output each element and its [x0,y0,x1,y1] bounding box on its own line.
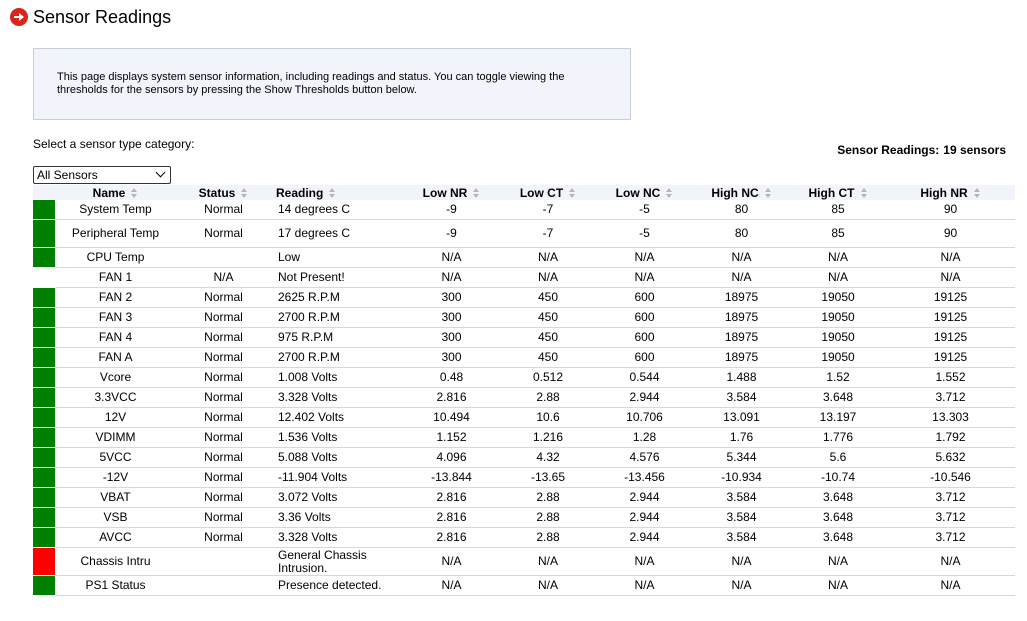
sensor-name: PS1 Status [56,576,175,596]
high-nc-value: -10.934 [693,468,790,488]
table-row [33,368,1015,388]
column-header-indicator [33,185,56,200]
sensor-status: Normal [175,200,272,220]
high-nr-value: 90 [886,220,1015,248]
high-nr-value: N/A [886,248,1015,268]
status-indicator [33,528,55,547]
low-nr-value: 300 [403,288,500,308]
sensor-status: Normal [175,488,272,508]
high-nr-value: 19125 [886,308,1015,328]
low-nr-value: N/A [403,576,500,596]
sort-icon [473,188,480,198]
high-ct-value: 85 [790,220,886,248]
sensor-reading: 1.008 Volts [272,368,403,388]
low-ct-value: 1.216 [500,428,596,448]
high-ct-value: 85 [790,200,886,220]
low-nc-value: 600 [596,328,693,348]
sensor-count-value: 19 sensors [943,143,1006,157]
sensor-status: Normal [175,308,272,328]
high-nc-value: 5.344 [693,448,790,468]
low-ct-value: 2.88 [500,488,596,508]
high-nr-value: N/A [886,576,1015,596]
status-indicator-cell [33,388,56,408]
high-nc-value: 3.584 [693,528,790,548]
sensor-status: Normal [175,508,272,528]
sensor-name: 3.3VCC [56,388,175,408]
column-header-low-ct[interactable]: Low CT [500,185,596,200]
sensor-reading: -11.904 Volts [272,468,403,488]
sensor-status: Normal [175,408,272,428]
sensor-reading: 12.402 Volts [272,408,403,428]
high-nr-value: 5.632 [886,448,1015,468]
page-header [10,6,171,28]
low-nr-value: 300 [403,308,500,328]
high-ct-value: N/A [790,576,886,596]
low-nc-value: N/A [596,548,693,576]
low-ct-value: 450 [500,328,596,348]
high-nr-value: N/A [886,268,1015,288]
low-ct-value: N/A [500,548,596,576]
low-nr-value: 2.816 [403,528,500,548]
column-header-high-ct[interactable]: High CT [790,185,886,200]
low-nc-value: 2.944 [596,508,693,528]
high-nc-value: 18975 [693,308,790,328]
status-indicator-cell [33,408,56,428]
high-ct-value: 1.776 [790,428,886,448]
table-row [33,248,1015,268]
sensor-name: FAN 2 [56,288,175,308]
sensor-status [175,548,272,576]
status-indicator [33,448,55,467]
table-row [33,220,1015,248]
low-nc-value: -5 [596,200,693,220]
status-indicator-cell [33,368,56,388]
sensor-status: Normal [175,288,272,308]
sort-icon [131,188,138,198]
low-nc-value: 2.944 [596,388,693,408]
low-nc-value: 10.706 [596,408,693,428]
status-indicator [33,368,55,387]
high-nc-value: N/A [693,268,790,288]
low-nr-value: 0.48 [403,368,500,388]
low-nr-value: 2.816 [403,488,500,508]
status-indicator-cell [33,220,56,248]
sensor-reading: 5.088 Volts [272,448,403,468]
low-ct-value: 4.32 [500,448,596,468]
high-ct-value: N/A [790,248,886,268]
sensor-status: Normal [175,220,272,248]
sensor-name: VSB [56,508,175,528]
high-nc-value: 1.76 [693,428,790,448]
high-nc-value: 13.091 [693,408,790,428]
status-indicator-cell [33,328,56,348]
high-ct-value: 19050 [790,348,886,368]
high-nc-value: 80 [693,200,790,220]
low-nc-value: N/A [596,248,693,268]
sensor-reading: 3.072 Volts [272,488,403,508]
status-indicator [33,288,55,307]
status-indicator [33,348,55,367]
table-header-row [33,185,1015,200]
sensor-reading: 3.328 Volts [272,388,403,408]
table-row [33,448,1015,468]
sensor-name: Chassis Intru [56,548,175,576]
sensor-count-label: Sensor Readings: [837,143,940,157]
sort-icon [569,188,576,198]
low-nc-value: 2.944 [596,488,693,508]
status-indicator-cell [33,548,56,576]
status-indicator [33,428,55,447]
sensor-name: Peripheral Temp [56,220,175,248]
low-nr-value: 2.816 [403,388,500,408]
sensor-name: System Temp [56,200,175,220]
sensor-reading: 1.536 Volts [272,428,403,448]
column-header-name[interactable]: Name [56,185,175,200]
column-header-low-nc[interactable]: Low NC [596,185,693,200]
low-nc-value: N/A [596,268,693,288]
low-ct-value: -7 [500,200,596,220]
table-row [33,428,1015,448]
high-ct-value: 19050 [790,288,886,308]
high-nc-value: N/A [693,548,790,576]
status-indicator [33,268,55,287]
low-nr-value: 300 [403,328,500,348]
low-nc-value: 2.944 [596,528,693,548]
high-nr-value: 1.552 [886,368,1015,388]
low-nr-value: -13.844 [403,468,500,488]
status-indicator-cell [33,428,56,448]
high-ct-value: N/A [790,268,886,288]
low-nr-value: -9 [403,220,500,248]
low-ct-value: 0.512 [500,368,596,388]
low-ct-value: -7 [500,220,596,248]
sensor-name: VBAT [56,488,175,508]
high-nr-value: 90 [886,200,1015,220]
low-nr-value: N/A [403,248,500,268]
sensor-table [33,185,1015,596]
status-indicator-cell [33,200,56,220]
status-indicator-cell [33,576,56,596]
high-nc-value: N/A [693,576,790,596]
sensor-reading: 3.36 Volts [272,508,403,528]
low-ct-value: 450 [500,348,596,368]
sort-icon [765,188,772,198]
category-label: Select a sensor type category: [33,137,195,151]
sensor-status: Normal [175,528,272,548]
status-indicator [33,200,55,219]
sensor-reading: 14 degrees C [272,200,403,220]
status-indicator-cell [33,308,56,328]
high-nc-value: 1.488 [693,368,790,388]
status-indicator [33,328,55,347]
sensor-type-select[interactable] [33,166,171,184]
sort-icon [974,188,981,198]
high-ct-value: 5.6 [790,448,886,468]
high-nc-value: 3.584 [693,388,790,408]
table-row [33,576,1015,596]
sort-icon [329,188,336,198]
high-nr-value: 3.712 [886,528,1015,548]
table-row [33,308,1015,328]
high-nr-value: N/A [886,548,1015,576]
high-nc-value: 3.584 [693,508,790,528]
high-nr-value: 19125 [886,288,1015,308]
low-nr-value: 1.152 [403,428,500,448]
table-row [33,528,1015,548]
high-nr-value: 1.792 [886,428,1015,448]
sort-icon [241,188,248,198]
high-nr-value: -10.546 [886,468,1015,488]
sensor-type-selected: All Sensors [37,168,98,182]
status-indicator [33,508,55,527]
sensor-name: FAN 1 [56,268,175,288]
status-indicator-cell [33,248,56,268]
sensor-reading: 17 degrees C [272,220,403,248]
sensor-reading: Not Present! [272,268,403,288]
sensor-status [175,576,272,596]
table-row [33,488,1015,508]
chevron-down-icon [154,168,168,182]
table-row [33,328,1015,348]
high-ct-value: 3.648 [790,528,886,548]
column-header-status[interactable]: Status [175,185,272,200]
high-nr-value: 3.712 [886,388,1015,408]
sensor-name: -12V [56,468,175,488]
low-nc-value: -13.456 [596,468,693,488]
high-ct-value: 19050 [790,308,886,328]
status-indicator [33,488,55,507]
status-indicator [33,576,55,595]
sensor-status: Normal [175,328,272,348]
high-nr-value: 13.303 [886,408,1015,428]
sensor-name: VDIMM [56,428,175,448]
table-row [33,468,1015,488]
status-indicator [33,220,55,247]
low-ct-value: 2.88 [500,508,596,528]
low-ct-value: N/A [500,576,596,596]
low-ct-value: N/A [500,248,596,268]
sensor-name: Vcore [56,368,175,388]
sensor-status: Normal [175,448,272,468]
high-nr-value: 19125 [886,328,1015,348]
low-ct-value: 450 [500,288,596,308]
sensor-reading: 975 R.P.M [272,328,403,348]
sensor-name: CPU Temp [56,248,175,268]
status-indicator-cell [33,448,56,468]
table-row [33,388,1015,408]
status-indicator [33,468,55,487]
high-nc-value: 18975 [693,328,790,348]
high-ct-value: 13.197 [790,408,886,428]
sensor-reading: 3.328 Volts [272,528,403,548]
high-nc-value: N/A [693,248,790,268]
status-indicator [33,548,55,575]
sensor-name: FAN A [56,348,175,368]
sensor-reading: 2700 R.P.M [272,308,403,328]
high-ct-value: -10.74 [790,468,886,488]
high-ct-value: N/A [790,548,886,576]
low-ct-value: 2.88 [500,528,596,548]
sensor-status: Normal [175,368,272,388]
status-indicator-cell [33,488,56,508]
high-ct-value: 3.648 [790,508,886,528]
high-nc-value: 18975 [693,288,790,308]
low-nc-value: 1.28 [596,428,693,448]
table-row [33,348,1015,368]
low-ct-value: 2.88 [500,388,596,408]
low-nr-value: N/A [403,268,500,288]
arrow-right-circle-icon [10,8,28,26]
sensor-reading: Low [272,248,403,268]
sensor-reading: General Chassis Intrusion. [272,548,403,576]
status-indicator-cell [33,268,56,288]
low-ct-value: 10.6 [500,408,596,428]
sensor-status: Normal [175,388,272,408]
table-row [33,288,1015,308]
low-ct-value: N/A [500,268,596,288]
info-text: This page displays system sensor information, including readings and status. You can toggle viewing the thresholds for the sensors by pressing the Show Thresholds button below. [57,71,565,96]
sensor-status: Normal [175,428,272,448]
sort-icon [861,188,868,198]
column-header-reading[interactable]: Reading [272,185,403,200]
table-row [33,508,1015,528]
status-indicator [33,248,55,267]
sensor-status [175,248,272,268]
column-header-high-nc[interactable]: High NC [693,185,790,200]
status-indicator-cell [33,508,56,528]
sensor-name: 12V [56,408,175,428]
sensor-reading: 2625 R.P.M [272,288,403,308]
sensor-name: FAN 3 [56,308,175,328]
high-nr-value: 3.712 [886,488,1015,508]
low-nc-value: 600 [596,348,693,368]
high-ct-value: 3.648 [790,388,886,408]
page-title: Sensor Readings [33,6,172,27]
status-indicator [33,408,55,427]
sort-icon [666,188,673,198]
sensor-reading: 2700 R.P.M [272,348,403,368]
table-row [33,408,1015,428]
sensor-status: Normal [175,468,272,488]
table-row [33,200,1015,220]
high-ct-value: 1.52 [790,368,886,388]
low-nc-value: 4.576 [596,448,693,468]
low-nr-value: -9 [403,200,500,220]
low-nc-value: 600 [596,308,693,328]
sensor-status: N/A [175,268,272,288]
high-nr-value: 19125 [886,348,1015,368]
column-header-low-nr[interactable]: Low NR [403,185,500,200]
low-nr-value: 10.494 [403,408,500,428]
low-nr-value: 300 [403,348,500,368]
low-nr-value: N/A [403,548,500,576]
sensor-name: FAN 4 [56,328,175,348]
column-header-high-nr[interactable]: High NR [886,185,1015,200]
status-indicator [33,308,55,327]
table-row [33,548,1015,576]
sensor-name: 5VCC [56,448,175,468]
high-ct-value: 19050 [790,328,886,348]
status-indicator-cell [33,288,56,308]
info-box [33,48,631,120]
high-nr-value: 3.712 [886,508,1015,528]
low-nr-value: 4.096 [403,448,500,468]
high-nc-value: 3.584 [693,488,790,508]
low-nc-value: -5 [596,220,693,248]
low-nr-value: 2.816 [403,508,500,528]
status-indicator [33,388,55,407]
low-nc-value: N/A [596,576,693,596]
sensor-reading: Presence detected. [272,576,403,596]
status-indicator-cell [33,528,56,548]
low-nc-value: 600 [596,288,693,308]
high-nc-value: 80 [693,220,790,248]
high-nc-value: 18975 [693,348,790,368]
sensor-count [837,143,1006,157]
sensor-name: AVCC [56,528,175,548]
high-ct-value: 3.648 [790,488,886,508]
sensor-status: Normal [175,348,272,368]
low-ct-value: -13.65 [500,468,596,488]
low-ct-value: 450 [500,308,596,328]
status-indicator-cell [33,348,56,368]
low-nc-value: 0.544 [596,368,693,388]
table-row [33,268,1015,288]
status-indicator-cell [33,468,56,488]
